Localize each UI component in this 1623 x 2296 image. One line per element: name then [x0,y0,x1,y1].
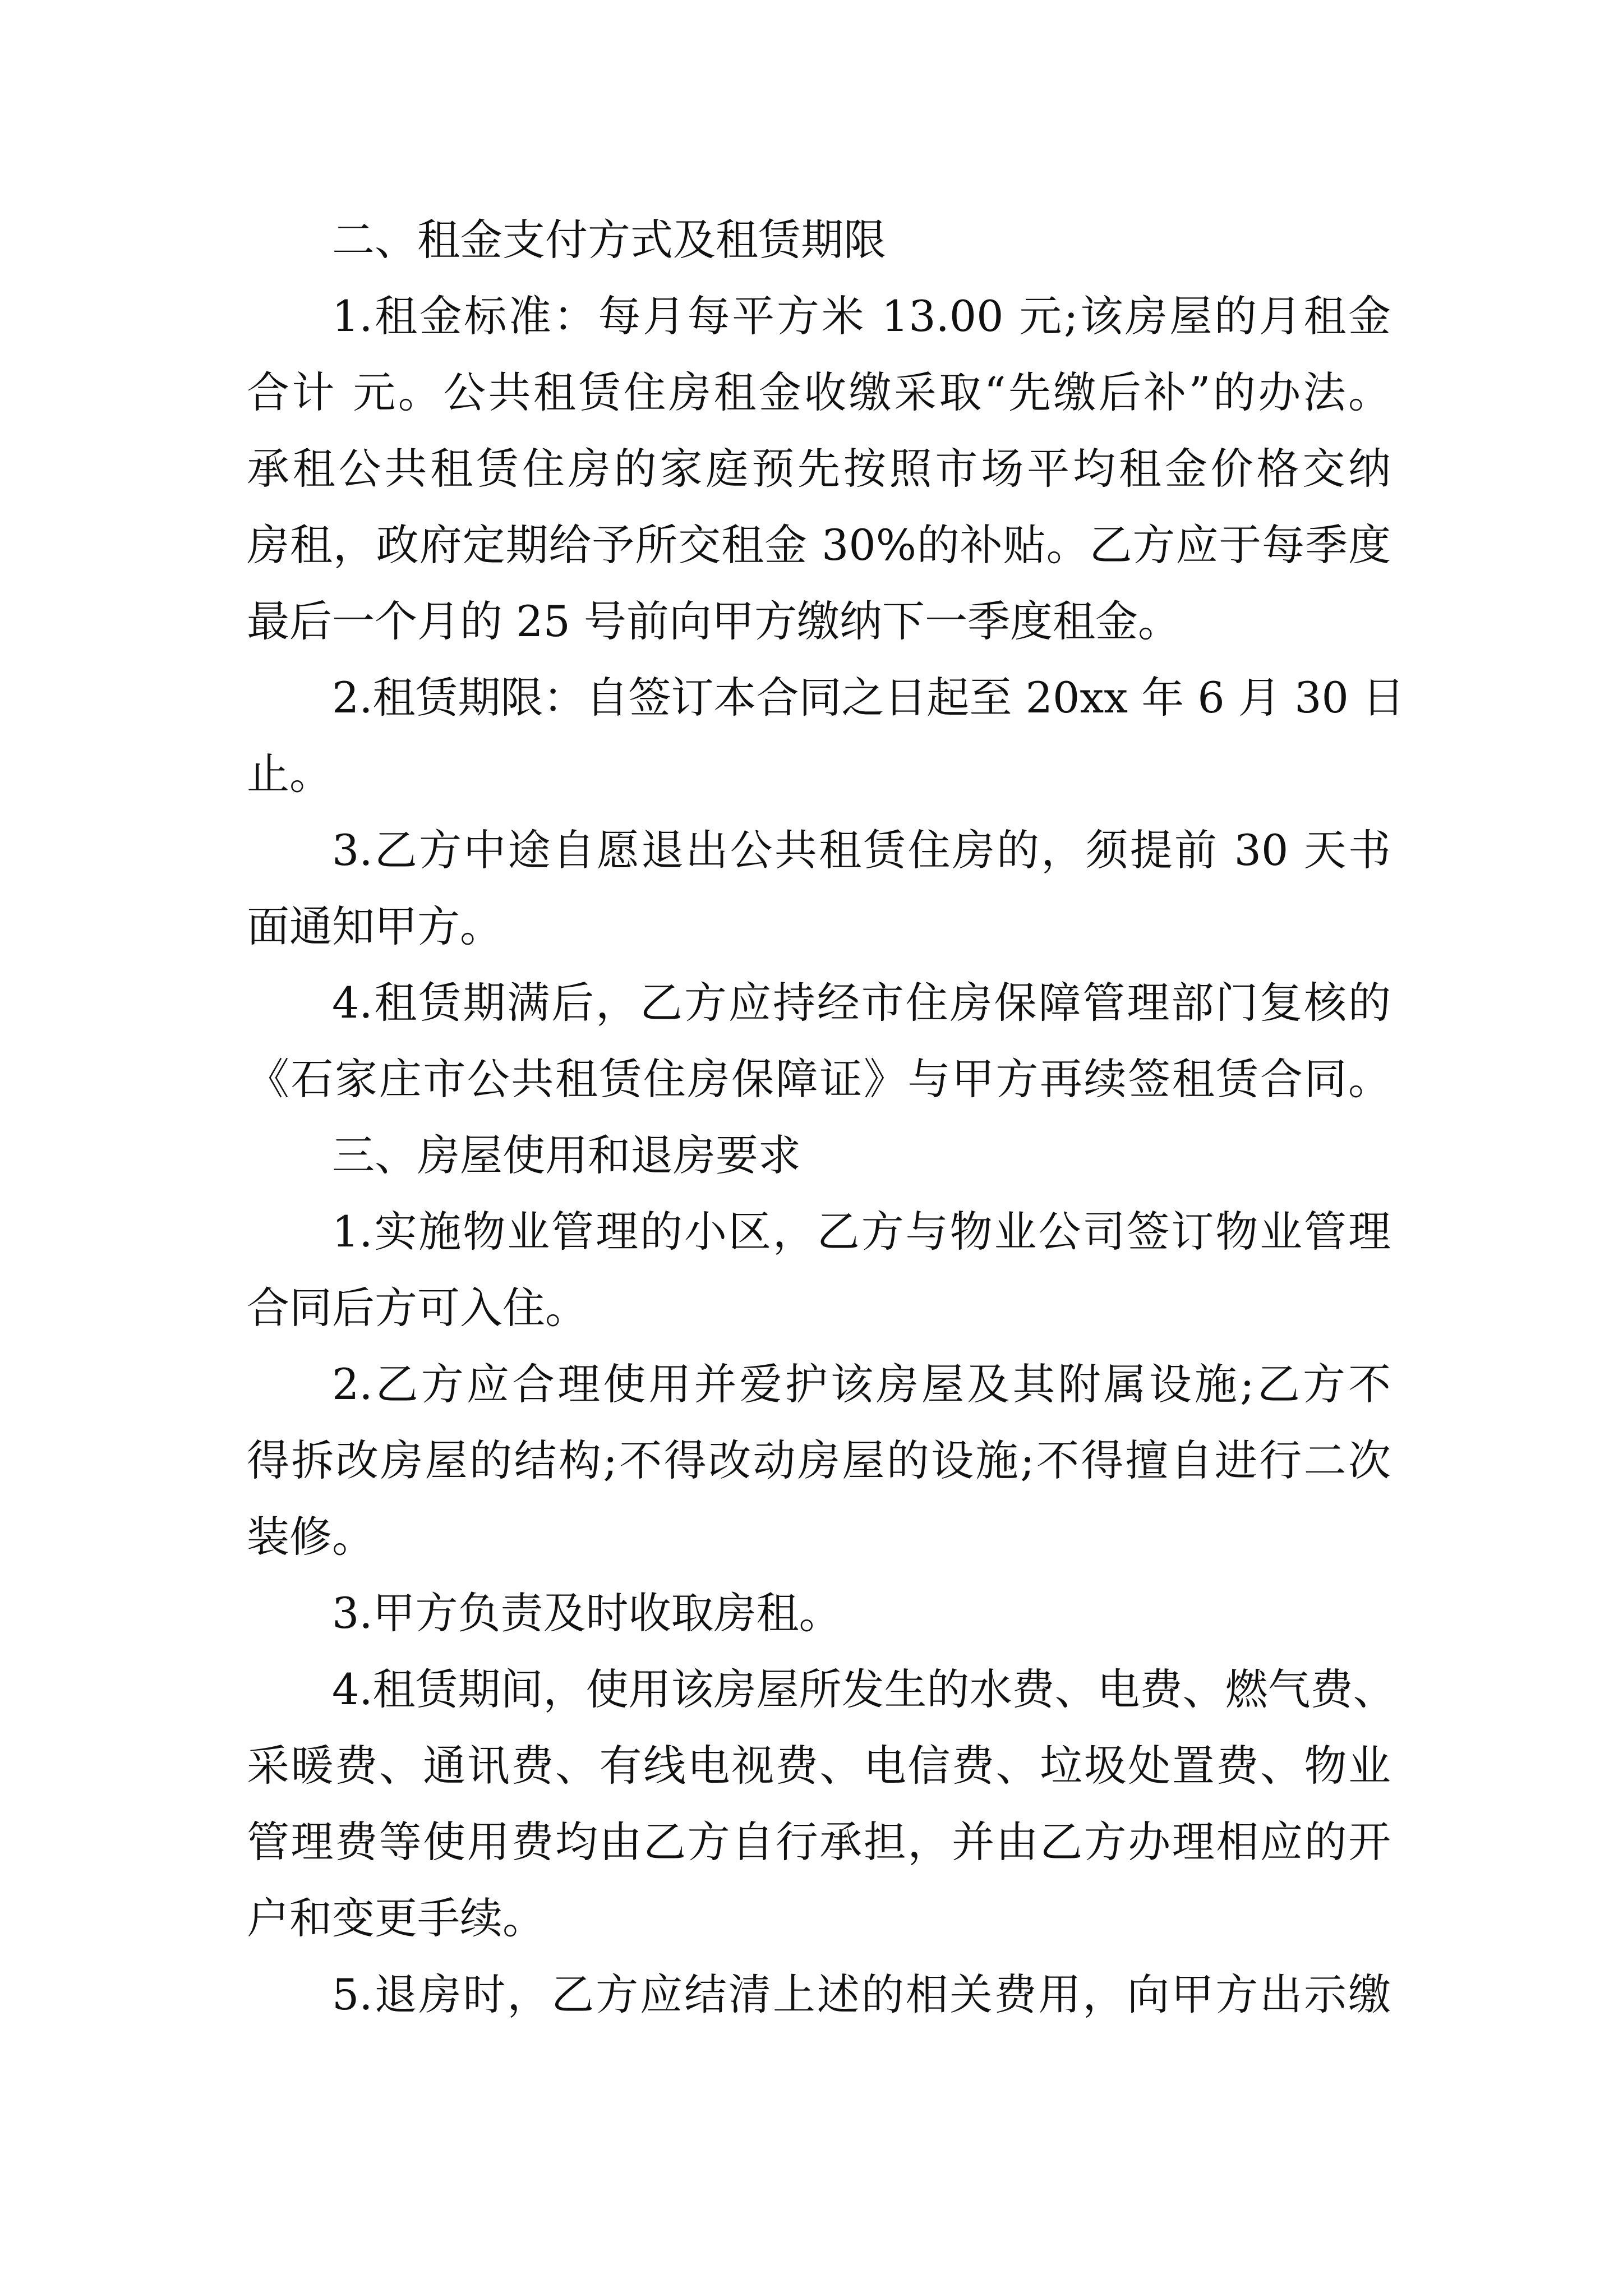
paragraph-line: 合计 元。公共租赁住房租金收缴采取“先缴后补”的办法。 [247,367,1391,417]
paragraph-line: 5.退房时，乙方应结清上述的相关费用，向甲方出示缴 [332,1970,1391,2019]
section-heading-rent-payment: 二、租金支付方式及租赁期限 [332,215,886,265]
paragraph-line: 得拆改房屋的结构;不得改动房屋的设施;不得擅自进行二次 [247,1435,1391,1485]
paragraph-line: 1.租金标准：每月每平方米 13.00 元;该房屋的月租金 [332,291,1391,341]
paragraph-line: 采暖费、通讯费、有线电视费、电信费、垃圾处置费、物业 [247,1741,1391,1791]
paragraph-line: 房租，政府定期给予所交租金 30%的补贴。乙方应于每季度 [247,520,1391,570]
paragraph-line: 户和变更手续。 [247,1893,545,1943]
paragraph-line: 2.乙方应合理使用并爱护该房屋及其附属设施;乙方不 [332,1359,1391,1409]
paragraph-line: 面通知甲方。 [247,901,502,951]
paragraph-line: 2.租赁期限：自签订本合同之日起至 20xx 年 6 月 30 日 [332,673,1405,723]
paragraph-line: 承租公共租赁住房的家庭预先按照市场平均租金价格交纳 [247,444,1391,494]
paragraph-line: 止。 [247,749,332,799]
paragraph-line: 《石家庄市公共租赁住房保障证》与甲方再续签租赁合同。 [247,1054,1391,1104]
paragraph-line: 合同后方可入住。 [247,1283,588,1333]
paragraph-line: 4.租赁期间，使用该房屋所发生的水费、电费、燃气费、 [332,1664,1396,1714]
paragraph-line: 1.实施物业管理的小区，乙方与物业公司签订物业管理 [332,1207,1391,1257]
paragraph-line: 3.乙方中途自愿退出公共租赁住房的，须提前 30 天书 [332,825,1391,875]
paragraph-line: 最后一个月的 25 号前向甲方缴纳下一季度租金。 [247,596,1181,646]
paragraph-line: 4.租赁期满后，乙方应持经市住房保障管理部门复核的 [332,978,1391,1028]
document-body [247,202,1405,2033]
paragraph-line: 装修。 [247,1512,375,1562]
section-heading-house-use: 三、房屋使用和退房要求 [332,1130,801,1180]
paragraph-line: 3.甲方负责及时收取房租。 [332,1588,842,1638]
paragraph-line: 管理费等使用费均由乙方自行承担，并由乙方办理相应的开 [247,1817,1391,1867]
